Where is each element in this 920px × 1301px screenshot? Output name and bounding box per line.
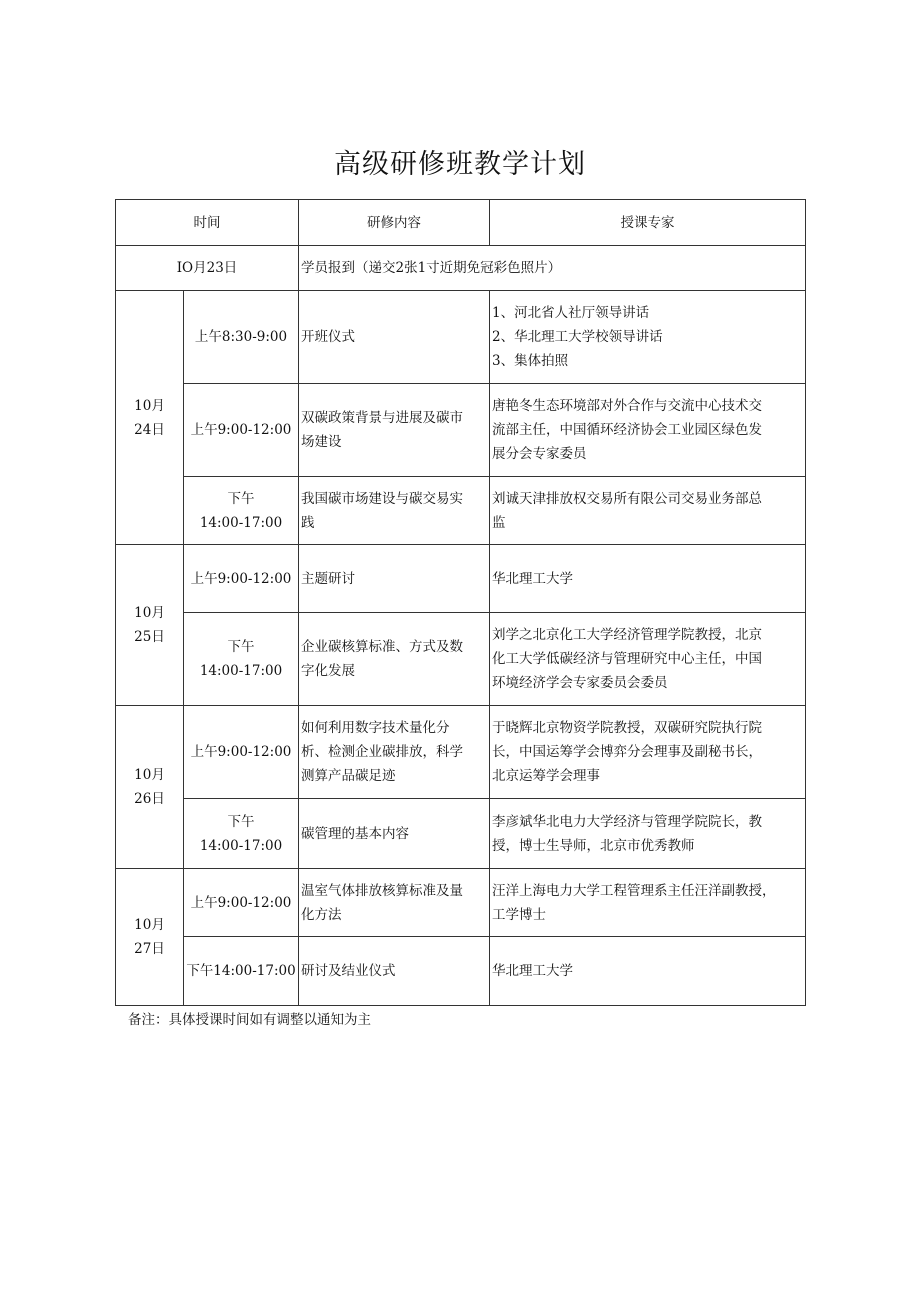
header-row bbox=[116, 200, 806, 246]
content-line: 践 bbox=[301, 514, 315, 531]
date-line: 10月 bbox=[134, 917, 165, 933]
date-line: 27日 bbox=[134, 941, 165, 957]
session-content bbox=[299, 799, 490, 869]
day-date bbox=[116, 869, 184, 1006]
time-line: 下午14:00-17:00 bbox=[186, 963, 296, 979]
footnote: 备注：具体授课时间如有调整以通知为主 bbox=[128, 1012, 371, 1028]
day-date bbox=[116, 545, 184, 706]
time-line: 14:00-17:00 bbox=[199, 514, 283, 531]
content-line: 化方法 bbox=[301, 906, 342, 923]
session-row bbox=[116, 937, 806, 1006]
content-line: 字化发展 bbox=[301, 663, 355, 679]
session-expert bbox=[490, 706, 806, 799]
session-expert bbox=[490, 799, 806, 869]
expert-line: 北京运筹学会理事 bbox=[492, 768, 600, 784]
session-content bbox=[299, 384, 490, 477]
session-time bbox=[184, 545, 299, 613]
expert-line: 环境经济学会专家委员会委员 bbox=[492, 675, 668, 691]
expert-line: 3、集体拍照 bbox=[492, 353, 569, 369]
date-line: 10月 bbox=[134, 767, 165, 783]
session-content bbox=[299, 706, 490, 799]
time-line: 上午9:00-12:00 bbox=[190, 744, 292, 760]
content-line: 研讨及结业仪式 bbox=[301, 963, 396, 979]
session-row bbox=[116, 613, 806, 706]
session-row bbox=[116, 799, 806, 869]
content-line: 我国碳市场建设与碳交易实 bbox=[301, 490, 463, 507]
session-time bbox=[184, 477, 299, 545]
session-expert bbox=[490, 937, 806, 1006]
content-line: 开班仪式 bbox=[301, 329, 355, 345]
date-line: 10月 bbox=[134, 397, 165, 414]
session-row bbox=[116, 706, 806, 799]
content-line: 测算产品碳足迹 bbox=[301, 768, 396, 784]
content-line: 主题研讨 bbox=[301, 570, 355, 587]
session-expert bbox=[490, 291, 806, 384]
expert-line: 汪洋上海电力大学工程管理系主任汪洋副教授， bbox=[492, 882, 776, 899]
session-expert bbox=[490, 545, 806, 613]
time-line: 14:00-17:00 bbox=[199, 837, 283, 854]
time-line: 下午 bbox=[227, 639, 255, 655]
session-content bbox=[299, 291, 490, 384]
registration-date: IO月23日 bbox=[116, 246, 299, 291]
session-content bbox=[299, 545, 490, 613]
expert-line: 长，中国运筹学会博弈分会理事及副秘书长， bbox=[492, 744, 762, 760]
expert-line: 于晓辉北京物资学院教授，双碳研究院执行院 bbox=[492, 720, 762, 736]
time-line: 上午9:00-12:00 bbox=[190, 894, 292, 911]
session-content bbox=[299, 613, 490, 706]
content-line: 双碳政策背景与进展及碳市 bbox=[301, 410, 463, 426]
session-expert bbox=[490, 869, 806, 937]
date-line: 24日 bbox=[134, 421, 165, 438]
content-line: 析、检测企业碳排放，科学 bbox=[301, 744, 463, 760]
session-row bbox=[116, 869, 806, 937]
time-line: 14:00-17:00 bbox=[199, 663, 283, 679]
session-expert bbox=[490, 384, 806, 477]
expert-line: 刘诚天津排放权交易所有限公司交易业务部总 bbox=[492, 490, 762, 507]
header-time: 时间 bbox=[116, 200, 299, 246]
session-row bbox=[116, 545, 806, 613]
content-line: 企业碳核算标准、方式及数 bbox=[301, 639, 463, 655]
date-line: 10月 bbox=[134, 605, 165, 621]
session-time bbox=[184, 799, 299, 869]
session-content bbox=[299, 477, 490, 545]
session-content bbox=[299, 937, 490, 1006]
time-line: 上午8:30-9:00 bbox=[194, 329, 288, 345]
session-time bbox=[184, 937, 299, 1006]
expert-line: 流部主任，中国循环经济协会工业园区绿色发 bbox=[492, 422, 762, 438]
session-time bbox=[184, 706, 299, 799]
page-title: 高级研修班教学计划 bbox=[334, 149, 586, 180]
content-line: 如何利用数字技术量化分 bbox=[301, 720, 450, 736]
expert-line: 华北理工大学 bbox=[492, 570, 573, 587]
session-time bbox=[184, 384, 299, 477]
date-line: 25日 bbox=[134, 629, 165, 645]
expert-line: 化工大学低碳经济与管理研究中心主任，中国 bbox=[492, 651, 762, 667]
expert-line: 刘学之北京化工大学经济管理学院教授，北京 bbox=[492, 627, 762, 643]
session-time bbox=[184, 291, 299, 384]
session-row bbox=[116, 477, 806, 545]
time-line: 上午9:00-12:00 bbox=[190, 422, 292, 438]
registration-row bbox=[116, 246, 806, 291]
expert-line: 2、华北理工大学校领导讲话 bbox=[492, 329, 663, 345]
session-content bbox=[299, 869, 490, 937]
day-date bbox=[116, 291, 184, 545]
content-line: 场建设 bbox=[301, 434, 342, 450]
session-time bbox=[184, 869, 299, 937]
expert-line: 监 bbox=[492, 514, 506, 531]
expert-line: 华北理工大学 bbox=[492, 963, 573, 979]
session-expert bbox=[490, 613, 806, 706]
session-time bbox=[184, 613, 299, 706]
session-expert bbox=[490, 477, 806, 545]
time-line: 上午9:00-12:00 bbox=[190, 570, 292, 587]
expert-line: 李彦斌华北电力大学经济与管理学院院长，教 bbox=[492, 813, 762, 830]
expert-line: 工学博士 bbox=[492, 906, 546, 923]
day-date bbox=[116, 706, 184, 869]
expert-line: 展分会专家委员 bbox=[492, 446, 587, 462]
time-line: 下午 bbox=[227, 490, 255, 507]
content-line: 温室气体排放核算标准及量 bbox=[301, 882, 463, 899]
date-line: 26日 bbox=[134, 791, 165, 807]
content-line: 碳管理的基本内容 bbox=[301, 825, 409, 842]
expert-line: 唐艳冬生态环境部对外合作与交流中心技术交 bbox=[492, 398, 762, 414]
time-line: 下午 bbox=[227, 813, 255, 830]
session-row bbox=[116, 291, 806, 384]
session-row bbox=[116, 384, 806, 477]
registration-content: 学员报到（递交2张1寸近期免冠彩色照片） bbox=[299, 246, 806, 291]
expert-line: 授，博士生导师，北京市优秀教师 bbox=[492, 837, 695, 854]
header-expert: 授课专家 bbox=[490, 200, 806, 246]
expert-line: 1、河北省人社厅领导讲话 bbox=[492, 305, 650, 321]
header-content: 研修内容 bbox=[299, 200, 490, 246]
schedule-table bbox=[115, 199, 806, 1006]
